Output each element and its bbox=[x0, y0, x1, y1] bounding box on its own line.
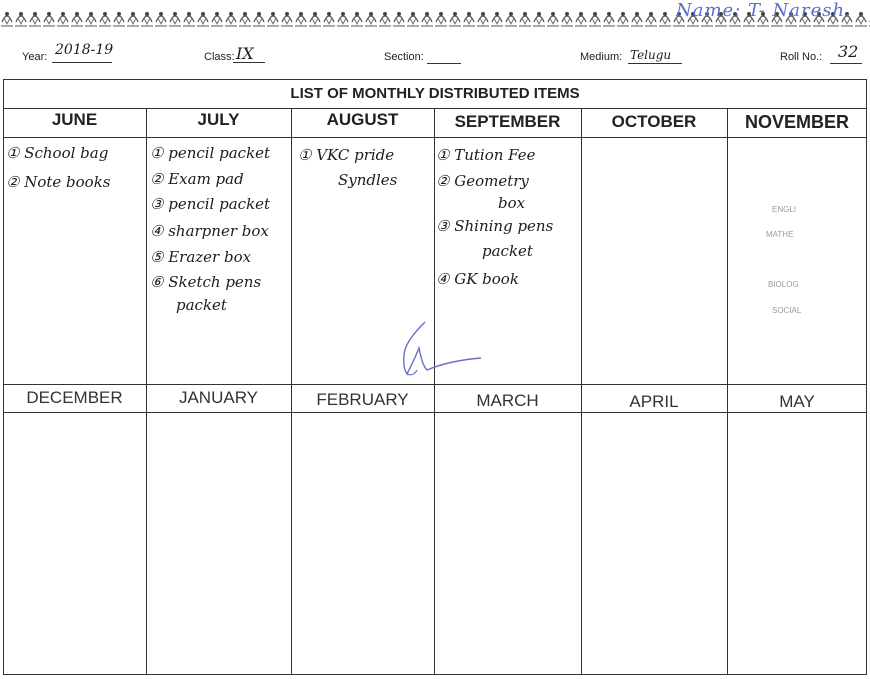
medium-value: Telugu bbox=[630, 48, 672, 62]
student-name: Name: T- Naresh. bbox=[676, 0, 852, 21]
section-underline bbox=[427, 63, 461, 64]
september-item-3: ③ Shining pens bbox=[436, 217, 554, 235]
month-august: AUGUST bbox=[326, 110, 399, 129]
month-april: APRIL bbox=[629, 392, 679, 411]
september-item-2-cont: box bbox=[498, 194, 526, 212]
september-item-2: ② Geometry bbox=[436, 172, 529, 190]
july-item-2: ② Exam pad bbox=[150, 170, 244, 188]
title-divider bbox=[3, 108, 867, 109]
month-header-divider bbox=[3, 137, 867, 138]
month-february: FEBRUARY bbox=[316, 390, 409, 409]
month-july: JULY bbox=[197, 110, 240, 129]
year-underline bbox=[52, 62, 112, 63]
july-item-4: ④ sharpner box bbox=[150, 222, 269, 240]
month-september: SEPTEMBER bbox=[454, 112, 561, 131]
medium-underline bbox=[628, 63, 682, 64]
month-march: MARCH bbox=[476, 391, 539, 410]
class-label: Class: bbox=[204, 51, 235, 63]
month-may: MAY bbox=[779, 392, 815, 411]
medium-label: Medium: bbox=[580, 51, 623, 63]
bleed-text-2: MATHE bbox=[766, 230, 794, 239]
table-title: LIST OF MONTHLY DISTRIBUTED ITEMS bbox=[290, 85, 580, 102]
month-december: DECEMBER bbox=[26, 388, 123, 407]
signature bbox=[385, 318, 485, 380]
september-item-1: ① Tution Fee bbox=[436, 146, 536, 164]
bleed-text-1: ENGLI bbox=[772, 205, 797, 214]
june-item-2: ② Note books bbox=[6, 173, 111, 191]
august-item-1: ① VKC pride bbox=[298, 146, 395, 164]
month-june: JUNE bbox=[51, 110, 98, 129]
july-item-6-cont: packet bbox=[176, 296, 227, 314]
month-october: OCTOBER bbox=[611, 112, 697, 131]
section-label: Section: bbox=[384, 51, 424, 63]
bleed-text-3: BIOLOG bbox=[768, 280, 799, 289]
bleed-text-4: SOCIAL bbox=[772, 306, 802, 315]
july-item-1: ① pencil packet bbox=[150, 144, 271, 162]
month-november: NOVEMBER bbox=[744, 112, 849, 132]
bottom-header-divider bbox=[3, 412, 867, 413]
roll-underline bbox=[830, 63, 862, 64]
july-item-6: ⑥ Sketch pens bbox=[150, 273, 262, 291]
month-january: JANUARY bbox=[178, 388, 259, 407]
september-item-3-cont: packet bbox=[482, 242, 533, 260]
class-underline bbox=[233, 62, 265, 63]
september-item-4: ④ GK book bbox=[436, 270, 519, 288]
roll-value: 32 bbox=[838, 42, 859, 61]
class-value: IX bbox=[236, 44, 254, 63]
roll-label: Roll No.: bbox=[780, 51, 823, 63]
july-item-5: ⑤ Erazer box bbox=[150, 248, 252, 266]
june-item-1: ① School bag bbox=[6, 144, 109, 162]
july-item-3: ③ pencil packet bbox=[150, 195, 271, 213]
year-value: 2018-19 bbox=[55, 42, 114, 58]
august-item-1-cont: Syndles bbox=[338, 171, 398, 189]
year-label: Year: bbox=[22, 51, 48, 63]
mid-divider bbox=[3, 384, 867, 385]
